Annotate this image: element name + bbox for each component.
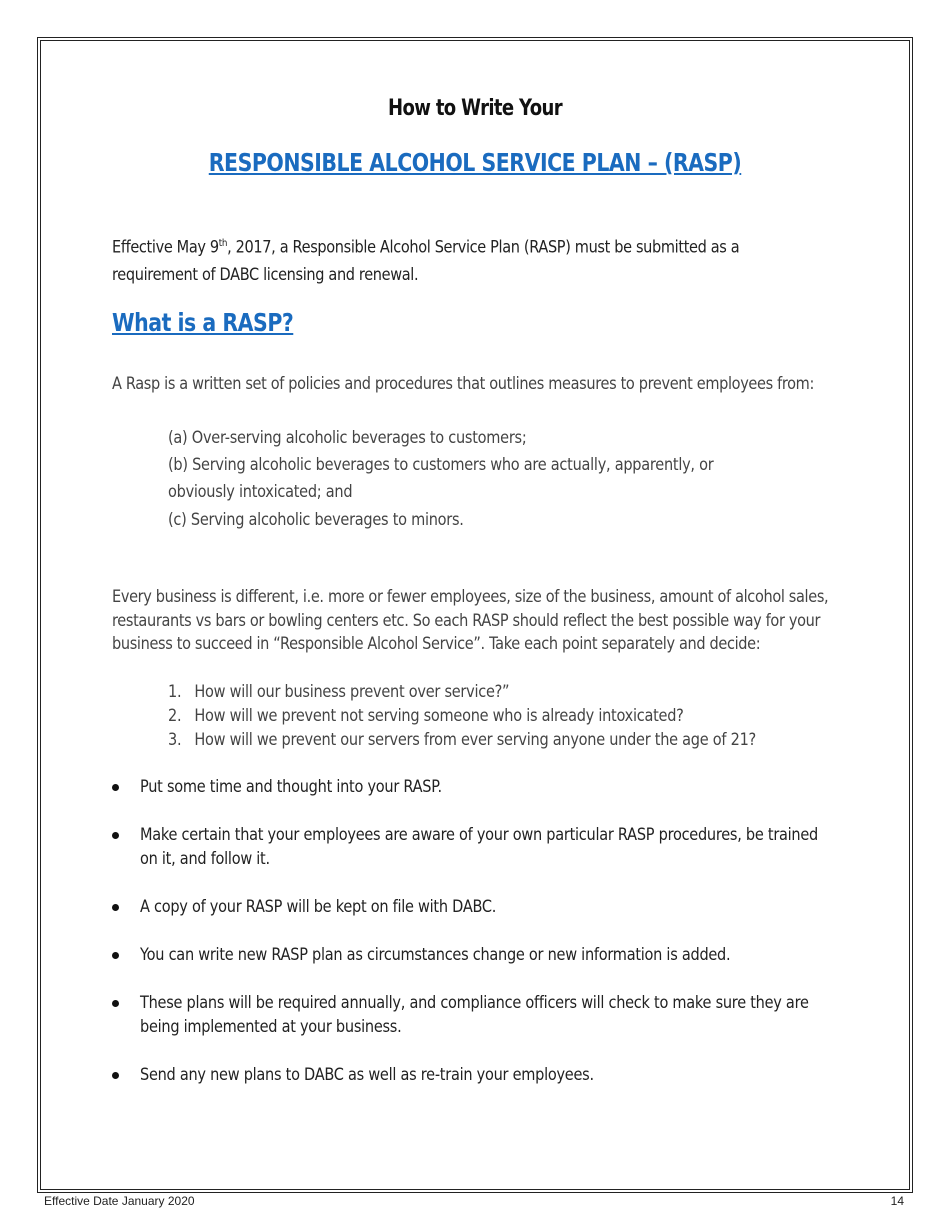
page-subtitle-link[interactable]: RESPONSIBLE ALCOHOL SERVICE PLAN – (RASP) (208, 148, 742, 177)
bullet-dot-icon (112, 832, 119, 839)
sub-item-a: (a) Over-serving alcoholic beverages to customers; (168, 428, 527, 447)
bullet-text: Send any new plans to DABC as well as re-train your employees. (140, 1065, 594, 1084)
bullet-dot-icon (112, 784, 119, 791)
definition-text: A Rasp is a written set of policies and procedures that outlines measures to prevent employees from: (112, 374, 815, 393)
bullet-dot-icon (112, 1000, 119, 1007)
bullet-dot-icon (112, 1072, 119, 1079)
business-paragraph: Every business is different, i.e. more or fewer employees, size of the business, amount of alcohol sales, restaurants vs bars or bowling centers etc. So each RASP should reflect the best possible way for your business to succeed in “Responsible Alcohol Service”. Take each point separately and decide: (112, 587, 829, 653)
question-number: 1. (168, 682, 182, 701)
question-item (168, 680, 509, 704)
intro-paragraph (112, 230, 763, 288)
intro-text-start: Effective May 9 (112, 237, 219, 257)
question-item (168, 728, 756, 752)
sub-item-c: (c) Serving alcoholic beverages to minors. (168, 510, 464, 529)
question-text: How will we prevent not serving someone who is already intoxicated? (194, 706, 684, 725)
bullet-dot-icon (112, 952, 119, 959)
bullet-text: A copy of your RASP will be kept on file with DABC. (140, 897, 497, 916)
bullet-text: Put some time and thought into your RASP. (140, 777, 442, 796)
question-number: 2. (168, 706, 182, 725)
bullet-text: Make certain that your employees are aware of your own particular RASP procedures, be trained on it, and follow it. (140, 825, 818, 868)
question-item (168, 704, 684, 728)
intro-text-line2: requirement of DABC licensing and renewal. (112, 264, 419, 284)
bullet-dot-icon (112, 904, 119, 911)
intro-text-end: , 2017, a Responsible Alcohol Service Plan (RASP) must be submitted as a (227, 237, 740, 257)
section-heading-link[interactable]: What is a RASP? (112, 308, 294, 337)
question-text: How will our business prevent over service?” (194, 682, 510, 701)
bullet-text: You can write new RASP plan as circumstances change or new information is added. (140, 945, 731, 964)
sub-item-b: (b) Serving alcoholic beverages to customers who are actually, apparently, or obviously intoxicated; and (168, 455, 714, 501)
bullet-text: These plans will be required annually, and compliance officers will check to make sure they are being implemented at your business. (140, 993, 809, 1036)
question-number: 3. (168, 730, 182, 749)
page-number: 14 (890, 1194, 904, 1208)
page-title: How to Write Your (388, 96, 562, 121)
question-text: How will we prevent our servers from ever serving anyone under the age of 21? (194, 730, 756, 749)
footer-effective-date: Effective Date January 2020 (44, 1194, 195, 1208)
intro-superscript: th (218, 238, 228, 249)
